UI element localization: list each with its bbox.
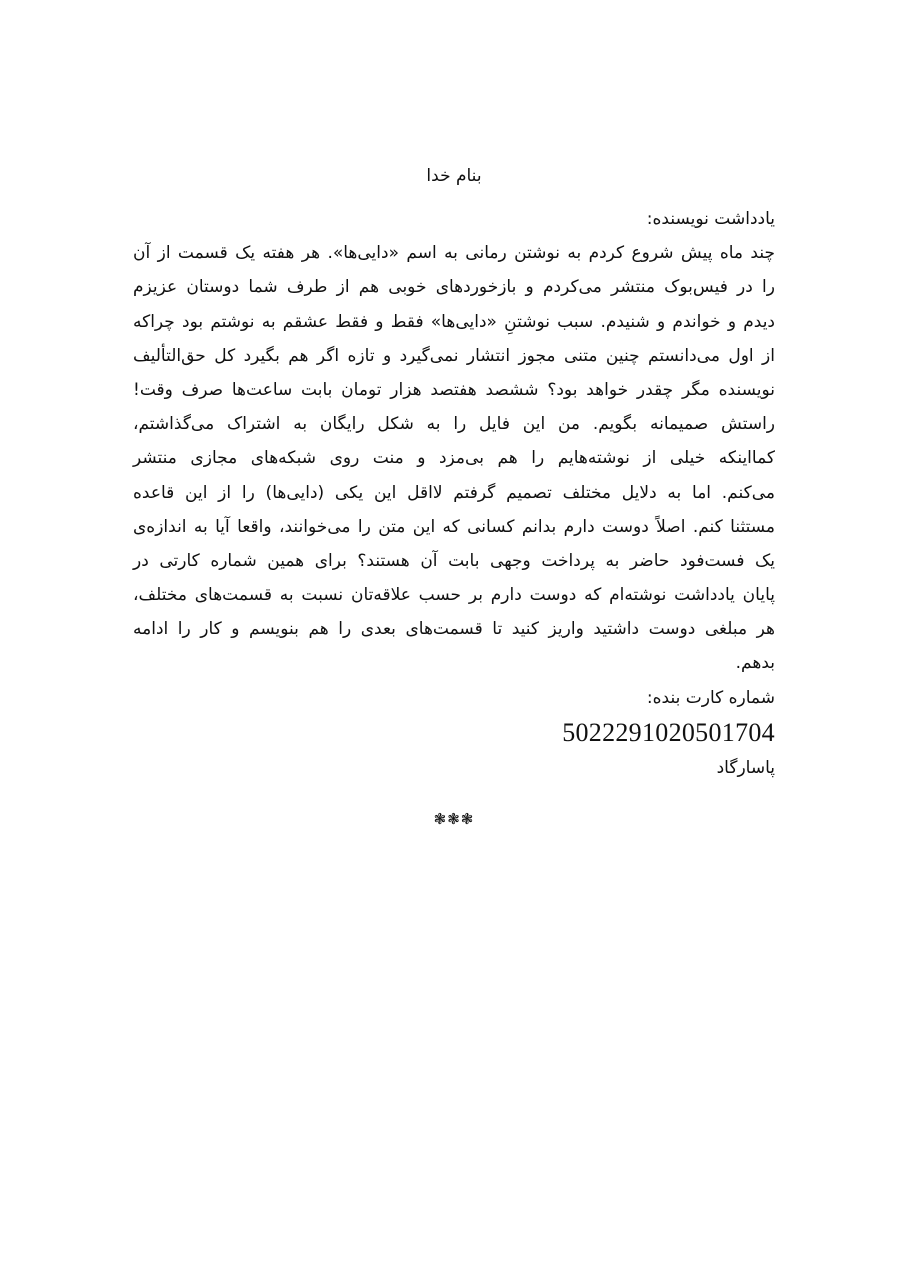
card-number: 5022291020501704 bbox=[562, 717, 775, 747]
card-label: شماره کارت بنده: bbox=[646, 687, 775, 708]
paragraph-line: را در فیس‌بوک منتشر می‌کردم و بازخوردهای خوبی هم از طرف شما دوستان عزیزم bbox=[133, 277, 775, 298]
paragraph-line: راستش صمیمانه بگویم. من این فایل را به شکل رایگان به اشتراک می‌گذاشتم، bbox=[133, 414, 775, 435]
paragraph-line: از اول می‌دانستم چنین متنی مجوز انتشار نمی‌گیرد و تازه اگر هم بگیرد کل حق‌التألیف bbox=[133, 345, 775, 366]
page-title: بنام خدا bbox=[426, 166, 482, 186]
author-note-paragraph bbox=[133, 236, 775, 680]
paragraph-line: مستثنا کنم. اصلاً دوست دارم بدانم کسانی که این متن را می‌خوانند، واقعا آیا به اندازه‌ی bbox=[133, 516, 775, 537]
paragraph-line: یک فست‌فود حاضر به پرداخت وجهی بابت آن هستند؟ برای همین شماره کارتی در bbox=[133, 550, 775, 571]
paragraph-line: چند ماه پیش شروع کردم به نوشتن رمانی به اسم «دایی‌ها». هر هفته یک قسمت از آن bbox=[133, 243, 775, 264]
paragraph-line: دیدم و خواندم و شنیدم. سبب نوشتنِ «دایی‌ها» فقط و فقط عشقم به نوشتم بود چراکه bbox=[133, 311, 775, 332]
paragraph-line: کمااینکه خیلی از نوشته‌هایم را هم بی‌مزد و منت روی شبکه‌های مجازی منتشر bbox=[133, 448, 775, 469]
paragraph-line: می‌کنم. اما به دلایل مختلف تصمیم گرفتم لااقل این یکی (دایی‌ها) را از این قاعده bbox=[133, 482, 775, 503]
signature: پاسارگاد bbox=[716, 757, 775, 778]
note-heading: یادداشت نویسنده: bbox=[646, 209, 775, 229]
paragraph-line: هر مبلغی دوست داشتید واریز کنید تا قسمت‌های بعدی را هم بنویسم و کار را ادامه bbox=[133, 619, 775, 640]
paragraph-line: نویسنده مگر چقدر خواهد بود؟ ششصد هفتصد هزار تومان بابت ساعت‌ها صرف وقت! bbox=[133, 379, 775, 400]
paragraph-line: پایان یادداشت نوشته‌ام که دوست دارم بر حسب علاقه‌تان نسبت به قسمت‌های مختلف، bbox=[133, 585, 775, 606]
document-page bbox=[133, 160, 775, 831]
paragraph-line: بدهم. bbox=[735, 653, 775, 674]
section-separator: ❃❃❃ bbox=[433, 810, 475, 828]
